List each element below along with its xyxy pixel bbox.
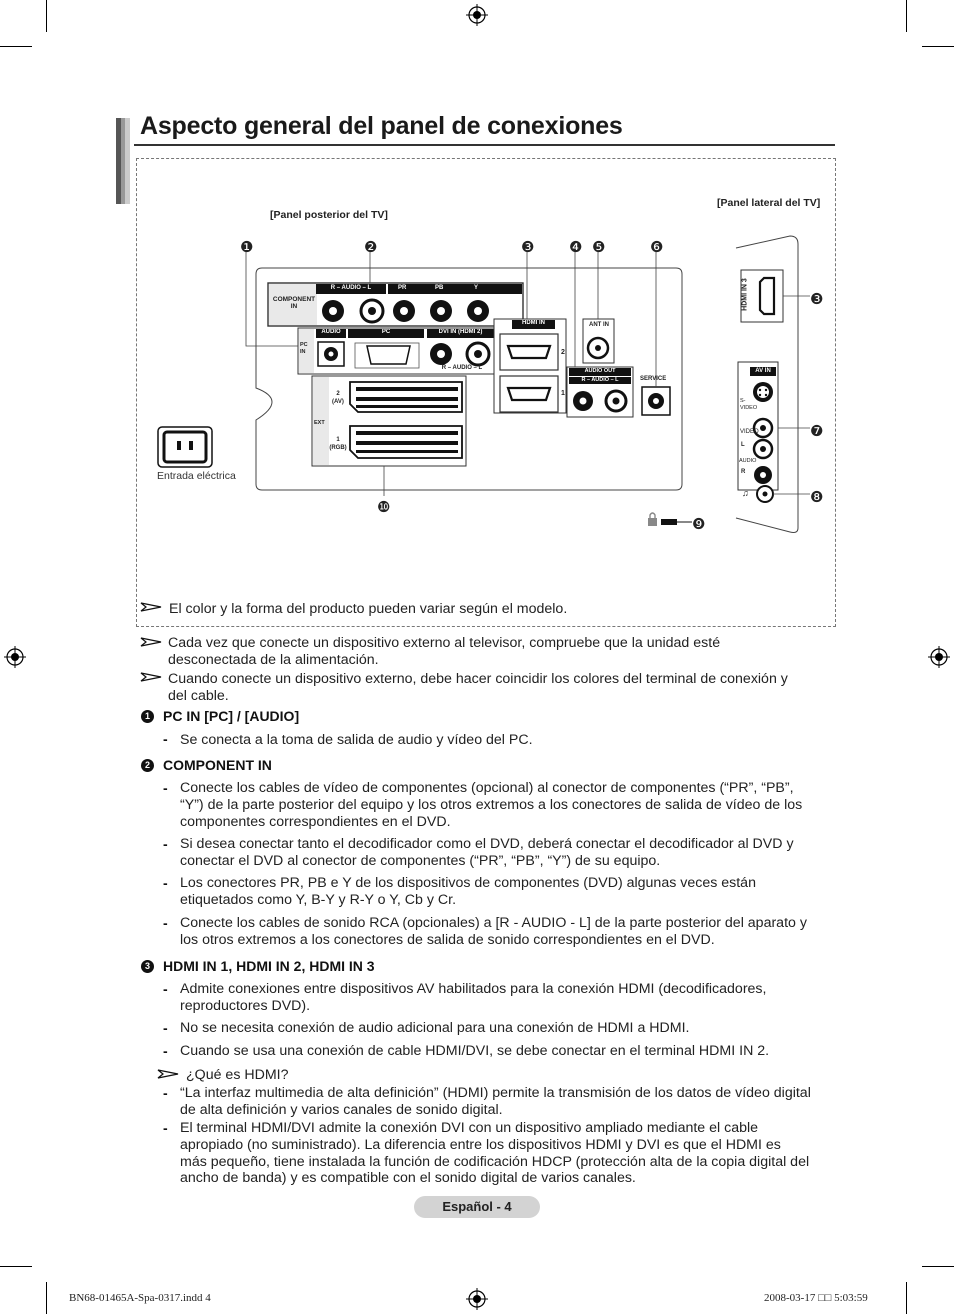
- pc-label: PC: [381, 329, 391, 335]
- section-3-bullet-1-line1: Admite conexiones entre dispositivos AV habilitados para la conexión HDMI (decodificadores,: [180, 981, 767, 997]
- pr-label: PR: [398, 285, 407, 291]
- footer-file-name: BN68-01465A-Spa-0317.indd 4: [69, 1292, 211, 1304]
- note-arrow-icon: [140, 637, 162, 647]
- audio-out-label: AUDIO OUT: [584, 368, 616, 374]
- section-3-bullet-4-line1: “La interfaz multimedia de alta definición” (HDMI) permite la transmisión de los datos de vídeo digital: [180, 1085, 811, 1101]
- page-number-badge: Español - 4: [414, 1196, 540, 1218]
- av-in-label: AV IN: [755, 368, 771, 374]
- crop-mark: [46, 1282, 47, 1314]
- section-2-bullet-1-line1: Conecte los cables de vídeo de componentes (opcional) al conector de componentes (“PR”, “PB”,: [180, 780, 794, 796]
- hdmi-1-label: 1: [561, 390, 565, 397]
- bullet-dash: -: [163, 1020, 168, 1036]
- section-2-bullet-4-line2: los otros extremos a los conectores de salida de sonido correspondientes en el DVD.: [180, 932, 715, 948]
- footer-date: 2008-03-17 □□ 5:03:59: [764, 1292, 868, 1304]
- s-video-label: S-VIDEO: [740, 398, 758, 411]
- scart-1-label: 1: [336, 437, 340, 443]
- callout-7: ❼: [810, 423, 824, 440]
- section-3-bullet-2: No se necesita conexión de audio adicional para una conexión de HDMI a HDMI.: [180, 1020, 690, 1036]
- crop-mark: [46, 0, 47, 32]
- section-3-bullet-3: Cuando se usa una conexión de cable HDMI/DVI, se debe conectar en el terminal HDMI IN 2.: [180, 1043, 770, 1059]
- bullet-dash: -: [163, 875, 168, 891]
- headphone-icon: ♫: [742, 488, 749, 498]
- bullet-dash: -: [163, 780, 168, 796]
- note-disconnect-line2: desconectada de la alimentación.: [168, 652, 379, 668]
- ext-label: EXT: [314, 420, 325, 426]
- section-2-bullet-2-line1: Si desea conectar tanto el decodificador como el DVD, deberá conectar el decodificador al DVD y: [180, 836, 794, 852]
- section-2-heading: COMPONENT IN: [163, 757, 272, 773]
- audio-label: AUDIO: [321, 329, 341, 335]
- bullet-dash: -: [163, 981, 168, 997]
- crop-mark: [922, 1266, 954, 1267]
- section-3-note: ¿Qué es HDMI?: [186, 1067, 289, 1083]
- section-2-bullet-2-line2: conectar el DVD al conector de componentes (“PR”, “PB”, “Y”) de su equipo.: [180, 853, 661, 869]
- callout-2: ❷: [364, 239, 378, 256]
- note-arrow-icon: [140, 602, 162, 612]
- audio-side-label: AUDIO: [739, 458, 757, 464]
- component-audio-label: R – AUDIO – L: [330, 285, 372, 291]
- page-title: Aspecto general del panel de conexiones: [140, 112, 623, 140]
- registration-mark-icon: [928, 646, 950, 668]
- bullet-dash: -: [163, 1085, 168, 1101]
- section-1-bullet-1: Se conecta a la toma de salida de audio y vídeo del PC.: [180, 732, 533, 748]
- rear-panel-label: [Panel posterior del TV]: [270, 209, 388, 221]
- section-2-bullet-1-line3: componentes correspondientes en el DVD.: [180, 814, 451, 830]
- note-arrow-icon: [157, 1069, 179, 1079]
- registration-mark-icon: [4, 646, 26, 668]
- note-match-line2: del cable.: [168, 688, 229, 704]
- crop-mark: [906, 1282, 907, 1314]
- section-number-3: 3: [141, 960, 154, 973]
- section-3-bullet-5-line4: ancho de banda) y es compatible con el sonido digital de varios canales.: [180, 1170, 636, 1186]
- pb-label: PB: [435, 285, 444, 291]
- bullet-dash: -: [163, 731, 168, 747]
- scart-2-sub-label: (AV): [332, 399, 344, 405]
- y-label: Y: [474, 285, 479, 291]
- section-number-2: 2: [141, 759, 154, 772]
- callout-9: ❾: [692, 516, 706, 533]
- callout-3-side: ❸: [810, 291, 824, 308]
- hdmi-in3-label: HDMI IN 3: [741, 278, 749, 311]
- scart-2-label: 2: [336, 391, 340, 397]
- note-disconnect-line1: Cada vez que conecte un dispositivo externo al televisor, compruebe que la unidad esté: [168, 635, 721, 651]
- bullet-dash: -: [163, 1043, 168, 1059]
- note-color-form: El color y la forma del producto pueden variar según el modelo.: [169, 601, 568, 617]
- crop-mark: [922, 46, 954, 47]
- crop-mark: [0, 46, 32, 47]
- dvi-audio-label: R – AUDIO – L: [441, 365, 483, 371]
- audio-r-label: R: [741, 469, 746, 475]
- note-match-line1: Cuando conecte un dispositivo externo, debe hacer coincidir los colores del terminal de conexión y: [168, 671, 788, 687]
- bullet-dash: -: [163, 915, 168, 931]
- section-3-bullet-5-line2: apropiado (no suministrado). La diferencia entre los dispositivos HDMI y DVI es que el HDMI es: [180, 1137, 781, 1153]
- note-arrow-icon: [140, 672, 162, 682]
- bullet-dash: -: [163, 1120, 168, 1136]
- bullet-dash: -: [163, 836, 168, 852]
- callout-1: ❶: [240, 239, 254, 256]
- dvi-in-label: DVI IN (HDMI 2): [438, 329, 483, 335]
- section-3-bullet-5-line3: más pequeño, tiene instalada la función de codificación HDCP (protección alta de la copia digital del: [180, 1154, 810, 1170]
- title-accent-bar: [116, 118, 130, 204]
- section-3-bullet-5-line1: El terminal HDMI/DVI admite la conexión DVI con un dispositivo ampliado mediante el cable: [180, 1120, 759, 1136]
- section-3-heading: HDMI IN 1, HDMI IN 2, HDMI IN 3: [163, 958, 375, 974]
- ant-in-label: ANT IN: [589, 322, 609, 328]
- callout-10: ❿: [377, 499, 391, 516]
- section-3-bullet-1-line2: reproductores DVD).: [180, 998, 311, 1014]
- service-label: SERVICE: [640, 376, 667, 382]
- callout-8: ❽: [810, 489, 824, 506]
- registration-mark-icon: [466, 1288, 488, 1310]
- section-2-bullet-1-line2: “Y”) de la parte posterior del equipo y los otros extremos a los conectores de salida de vídeo de los: [180, 797, 803, 813]
- section-1-heading: PC IN [PC] / [AUDIO]: [163, 708, 300, 724]
- callout-5: ❺: [592, 239, 606, 256]
- side-panel-label: [Panel lateral del TV]: [717, 197, 821, 209]
- section-2-bullet-3-line2: etiquetados como Y, B-Y y R-Y o Y, Cb y Cr.: [180, 892, 457, 908]
- registration-mark-icon: [466, 4, 488, 26]
- hdmi-2-label: 2: [561, 349, 565, 356]
- section-2-bullet-4-line1: Conecte los cables de sonido RCA (opcionales) a [R - AUDIO - L] de la parte posterior del aparato y: [180, 915, 807, 931]
- callout-4: ❹: [569, 239, 583, 256]
- component-in-label: COMPONENT IN: [272, 296, 316, 310]
- scart-1-sub-label: (RGB): [329, 445, 347, 451]
- pc-in-label: PC IN: [300, 342, 308, 355]
- callout-6: ❻: [650, 239, 664, 256]
- audio-out-rl-label: R – AUDIO – L: [581, 377, 619, 383]
- video-label: VIDEO: [740, 429, 759, 435]
- power-input-label: Entrada eléctrica: [157, 470, 236, 482]
- crop-mark: [0, 1266, 32, 1267]
- hdmi-in-label: HDMI IN: [522, 320, 545, 326]
- audio-l-label: L: [741, 442, 745, 448]
- callout-3: ❸: [521, 239, 535, 256]
- connection-panel-diagram: [136, 158, 836, 627]
- title-rule: [134, 144, 835, 146]
- crop-mark: [906, 0, 907, 32]
- section-3-bullet-4-line2: de alta definición y varios canales de sonido digital.: [180, 1102, 503, 1118]
- section-number-1: 1: [141, 710, 154, 723]
- section-2-bullet-3-line1: Los conectores PR, PB e Y de los dispositivos de componentes (DVD) algunas veces están: [180, 875, 756, 891]
